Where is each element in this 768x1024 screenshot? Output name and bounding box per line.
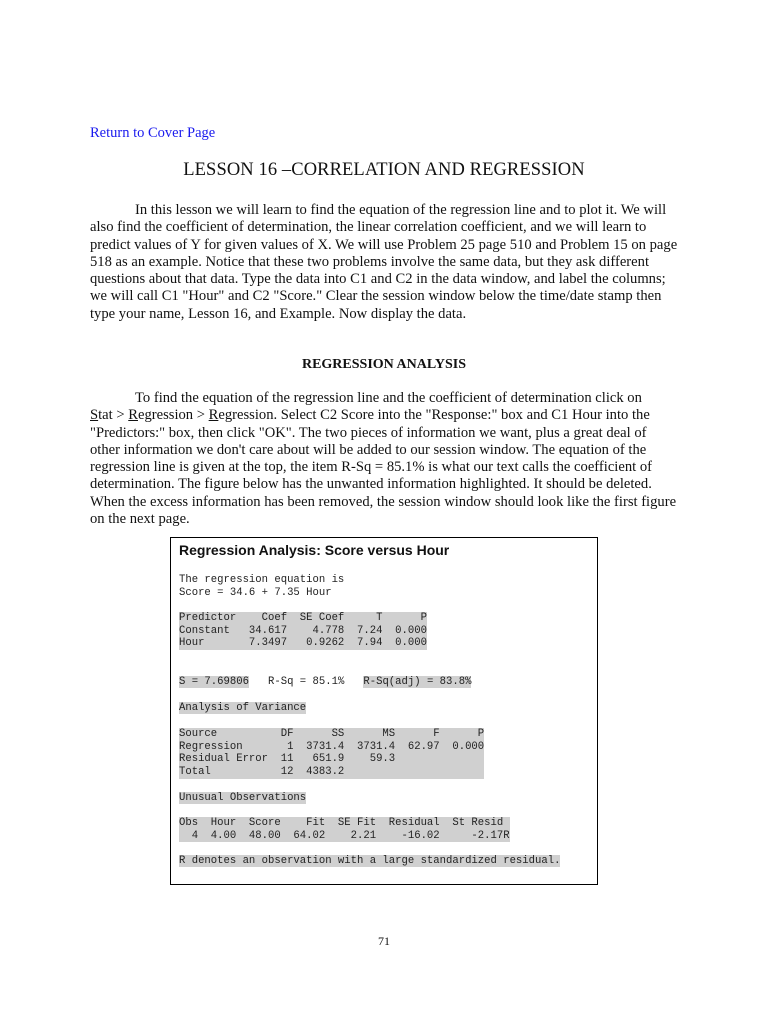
anova-heading: Analysis of Variance: [179, 702, 307, 714]
r-sq-adj-value: R-Sq(adj) = 83.8%: [363, 676, 472, 688]
page-number: 71: [378, 934, 390, 948]
session-output-figure: [170, 537, 598, 885]
unusual-table: Obs Hour Score Fit SE Fit Residual St Resid 4 4.00 48.00 64.02 2.21 -16.02 -2.17R: [179, 817, 510, 842]
unusual-heading: Unusual Observations: [179, 792, 307, 804]
fit-statistics: [179, 676, 471, 689]
anova-table: Source DF SS MS F P Regression 1 3731.4 3731.4 62.97 0.000 Residual Error 11 651.9 59.3 Total 12 4383.2: [179, 728, 485, 779]
s-value: S = 7.69806: [179, 676, 249, 688]
intro-paragraph: [90, 202, 680, 323]
regression-equation: The regression equation is Score = 34.6 + 7.35 Hour: [179, 574, 345, 599]
intro-text: In this lesson we will learn to find the equation of the regression line and to plot it. We will also find the coefficient of determination, the linear correlation coefficient, and we will learn to predict values of Y for given values of X. We will use Problem 25 page 510 and Problem 15 on page 518 as an example. Notice that these two problems involve the same data, but they ask different questions about that data. Type the data into C1 and C2 in the data window, and label the columns; we will call C1 "Hour" and C2 "Score." Clear the session window below the time/date stamp then type your name, Lesson 16, and Example. Now display the data.: [90, 202, 678, 322]
figure-title: Regression Analysis: Score versus Hour: [179, 542, 450, 558]
menu-regression: Regression: [128, 407, 194, 424]
r-sq-value: R-Sq = 85.1%: [248, 676, 364, 688]
lesson-title: LESSON 16 –CORRELATION AND REGRESSION: [183, 160, 585, 180]
menu-stat: Stat: [90, 407, 113, 424]
para-rest: Select C2 Score into the "Response:" box and C1 Hour into the "Predictors:" box, then click "OK". The two pieces of information we want, plus a great deal of other information we don't care about will be added to our session window. The equation of the regression line is given at the top, the item R-Sq = 85.1% is what our text calls the coefficient of determination. The figure below has the unwanted information highlighted. It should be deleted. When the excess information has been removed, the session window should look like the first figure on the next page.: [90, 407, 677, 528]
section-heading: REGRESSION ANALYSIS: [301, 357, 467, 372]
residual-note: R denotes an observation with a large standardized residual.: [179, 855, 561, 867]
predictor-table: Predictor Coef SE Coef T P Constant 34.617 4.778 7.24 0.000 Hour 7.3497 0.9262 7.94 0.000: [179, 612, 427, 650]
menu-regression-item: Regression.: [208, 407, 278, 424]
return-to-cover-link[interactable]: Return to Cover Page: [90, 125, 216, 141]
para-start: To find the equation of the regression line and the coefficient of determination click on: [135, 390, 642, 406]
regression-paragraph: To find the equation of the regression line and the coefficient of determination click on Stat > Regression > Regression. Select C2 Score into the "Response:" box and C1 Hour into the "Predictors:" box, then click "OK". The two pieces of information we want, plus a great deal of other information we don't care about will be added to our session window. The equation of the regression line is given at the top, the item R-Sq = 85.1% is what our text calls the coefficient of determination. The figure below has the unwanted information highlighted. It should be deleted. When the excess information has been removed, the session window should look like the first figure on the next page.: [90, 390, 677, 528]
